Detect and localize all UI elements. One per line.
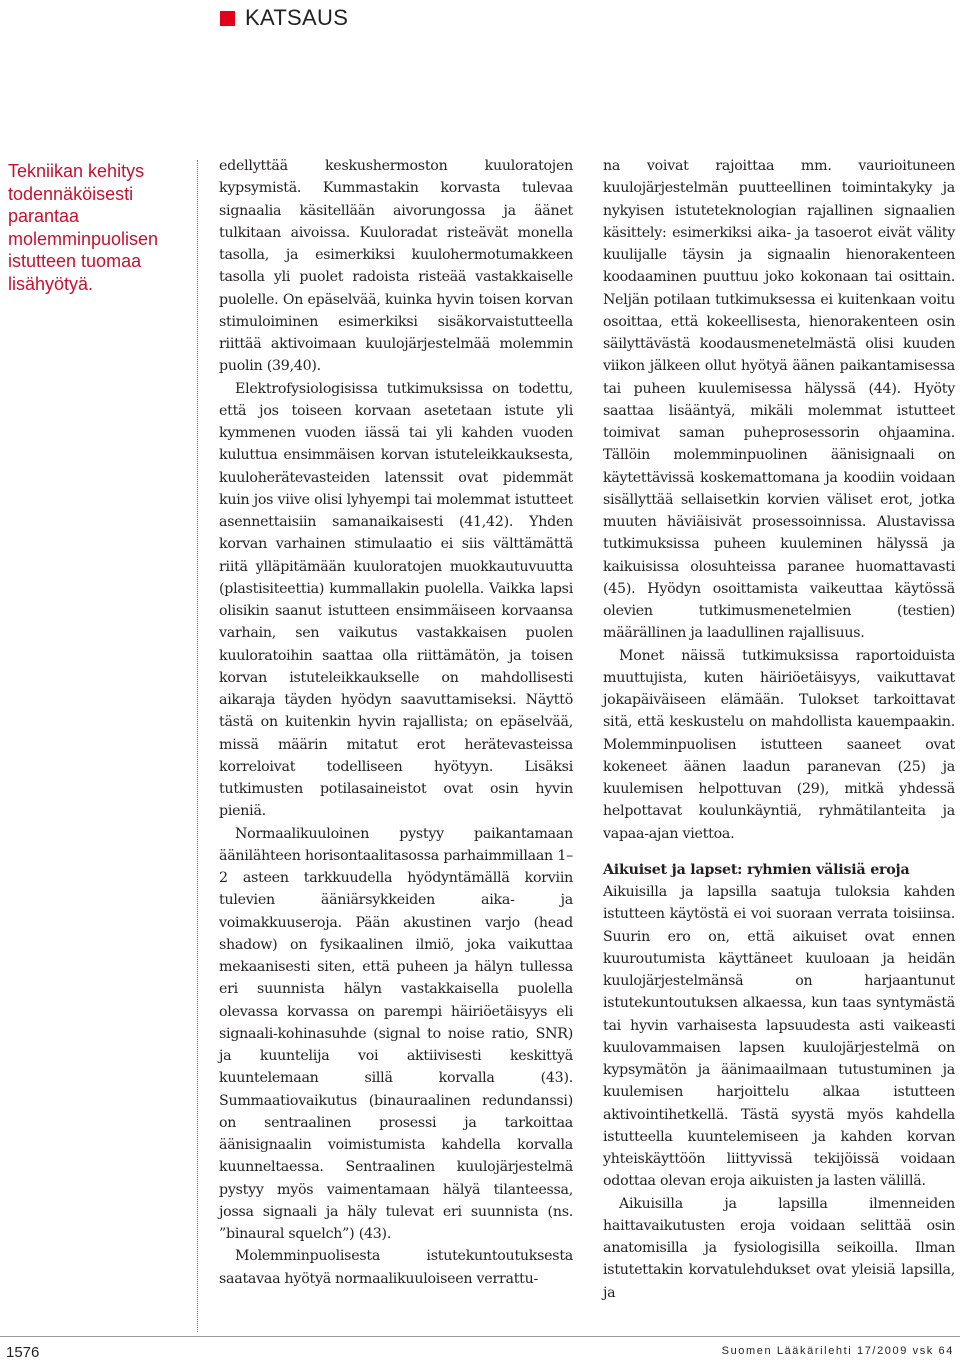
paragraph: Monet näissä tutkimuksissa raportoiduista muuttujista, kuten häiriöetäisyys, vaikuttavat jokapäiväiseen elämään. Tulokset tarkoittavat sitä, että keskustelu on mahdollista kauempaakin. Molemminpuolisen istutteen saaneet ovat kokeneet äänen laadun paranevan (25) ja kuulemisen helpottuvan (29), mitkä yhdessä helpottavat koulunkäyntiä, ryhmätilanteita ja vapaa-ajan viettoa. <box>603 647 955 842</box>
page-number: 1576 <box>6 1344 40 1361</box>
pullquote: Tekniikan kehitys todennäköisesti parantaa molemminpuolisen istutteen tuomaa lisähyötyä. <box>8 161 159 294</box>
column-middle <box>219 155 573 1290</box>
section-square-icon <box>220 11 235 26</box>
column-divider <box>197 160 198 1332</box>
paragraph: Elektrofysiologisissa tutkimuksissa on todettu, että jos toiseen korvaan asetetaan istute yli kymmenen vuoden iässä tai yli kahden vuoden kuluttua ensimmäisen korvan istuteleikkauksesta, kuuloherätevasteiden latenssit ovat pidemmät kuin jos viive olisi lyhyempi tai molemmat istutteet asennettaisiin samanaikaisesti (41,42). Yhden korvan varhainen stimulaatio ei siis välttämättä riitä ylläpitämään kuuloratojen muokkautuvuutta (plastisiteettia) kummallakin puolella. Vaikka lapsi olisikin saanut istutteen ensimmäiseen korvaansa varhain, sen vaikutus vastakkaisen puolen kuuloratoihin saattaa olla riittämätön, ja toisen korvan istuteleikkaukselle on mahdollisesti aikaraja täyden hyödyn saavuttamiseksi. Näyttö tästä on kuitenkin hyvin rajallista; on epäselvää, missä määrin mitatut erot herätevasteissa korreloivat todelliseen hyötyyn. Lisäksi tutkimusten potilasaineistot ovat osin hyvin pieniä. <box>219 380 573 820</box>
section-label <box>220 4 348 32</box>
subheading: Aikuiset ja lapset: ryhmien välisiä eroja <box>603 861 910 878</box>
footer-divider <box>0 1336 960 1337</box>
column-right <box>603 155 955 1304</box>
paragraph: Molemminpuolisesta istutekuntoutuksesta saatavaa hyötyä normaalikuuloiseen verrattu- <box>219 1248 573 1287</box>
paragraph: Aikuisilla ja lapsilla saatuja tuloksia kahden istutteen käytöstä ei voi suoraan verrata toisiinsa. Suurin ero on, että aikuiset ovat ennen kuuroutumista käyttäneet kuuloaan ja heidän kuulojärjestelmänsä on harjaantunut istutekuntoutuksen alkaessa, kun taas syntymästä tai hyvin varhaisesta lapsuudesta asti vaikeasti kuulovammaisen lapsen kuulojärjestelmä on kypsymätön ja äänimaailmaan tutustuminen ja kuulemisen harjoittelu alkaa istutteen aktivointihetkellä. Tästä syystä myös kahdella istutteella kuuntelemiseen ja kahden korvan yhteiskäyttöön liittyvissä tekijöissä voidaan odottaa olevan eroja aikuisten ja lasten välillä. <box>603 884 955 1190</box>
paragraph: Aikuisilla ja lapsilla ilmenneiden haittavaikutusten eroja voidaan selittää osin anatomisilla ja fysiologisilla seikoilla. Ilman istutettakin korvatulehdukset ovat yleisiä lapsilla, ja <box>603 1195 955 1301</box>
section-title: KATSAUS <box>245 5 349 30</box>
paragraph: Normaalikuuloinen pystyy paikantamaan äänilähteen horisontaalitasossa parhaimmillaan 1–2 asteen tarkkuudella hyödyntämällä korviin tulevien ääniärsykkeiden aika- ja voimakkuuseroja. Pään akustinen varjo (head shadow) on fysikaalinen ilmiö, joka vaikuttaa mekaanisesti siten, että puheen ja hälyn tullessa eri suunnista hälyn vastakkaisella puolella olevassa korvassa on parempi häiriöetäisyys eli signaali-kohinasuhde (signal to noise ratio, SNR) ja kuuntelija voi aktiivisesti keskittyä kuuntelemaan sillä korvalla (43). Summaatiovaikutus (binauraalinen redundanssi) on sentraalinen prosessi ja tarkoittaa äänisignaalin voimistumista kahdella korvalla kuunneltaessa. Sentraalinen kuulojärjestelmä pystyy myös vaimentamaan hälyä tilanteessa, jossa signaali ja häly tulevat eri suunnista (ns. ”binaural squelch”) (43). <box>219 825 573 1242</box>
paragraph: edellyttää keskushermoston kuuloratojen kypsymistä. Kummastakin korvasta tulevaa signaalia käsitellään aivorungossa ja äänet tulkitaan aivoissa. Kuuloradat risteävät monella tasolla, ja esimerkiksi kuulohermotumakkeen tasolla yli puolet radoista risteää vastakkaiselle puolelle. On epäselvää, kuinka hyvin toisen korvan stimuloiminen esimerkiksi sisäkorvaistutteella riittää aktivoimaan kuulojärjestelmää molemmin puolin (39,40). <box>219 158 573 375</box>
paragraph: na voivat rajoittaa mm. vaurioituneen kuulojärjestelmän puutteellinen toimintakyky ja nykyisen istuteteknologian rajallinen signaalien käsittely: esimerkiksi aika- ja tasoerot eivät välity kuulijalle täysin ja signaalin hienorakenteen koodaaminen puuttuu joko kokonaan tai osittain. Neljän potilaan tutkimuksessa ei kuitenkaan voitu osoittaa, että kokeellisesta, hienorakenteen osin säilyttävästä koodausmenetelmästä olisi kuuden viikon jälkeen ollut hyötyä äänen paikantamisessa tai puheen kuulemisessa hälyssä (44). Hyöty saattaa lisääntyä, mikäli molemmat istutteet toimivat saman puheprosessorin ohjaamina. Tällöin molemminpuolinen äänisignaali on käytettävissä koskemattomana ja koodiin voidaan sisällyttää sellaisetkin korvien väliset erot, jotka muuten häviäisivät prosessoinnissa. Alustavissa tutkimuksissa puheen kuuleminen hälyssä ja kaikuisissa olosuhteissa paranee huomattavasti (45). Hyödyn osoittamista vaikeuttaa käytössä olevien tutkimusmenetelmien (testien) määrällinen ja laadullinen rajallisuus. <box>603 158 955 642</box>
journal-info: Suomen Lääkärilehti 17/2009 vsk 64 <box>721 1345 954 1357</box>
